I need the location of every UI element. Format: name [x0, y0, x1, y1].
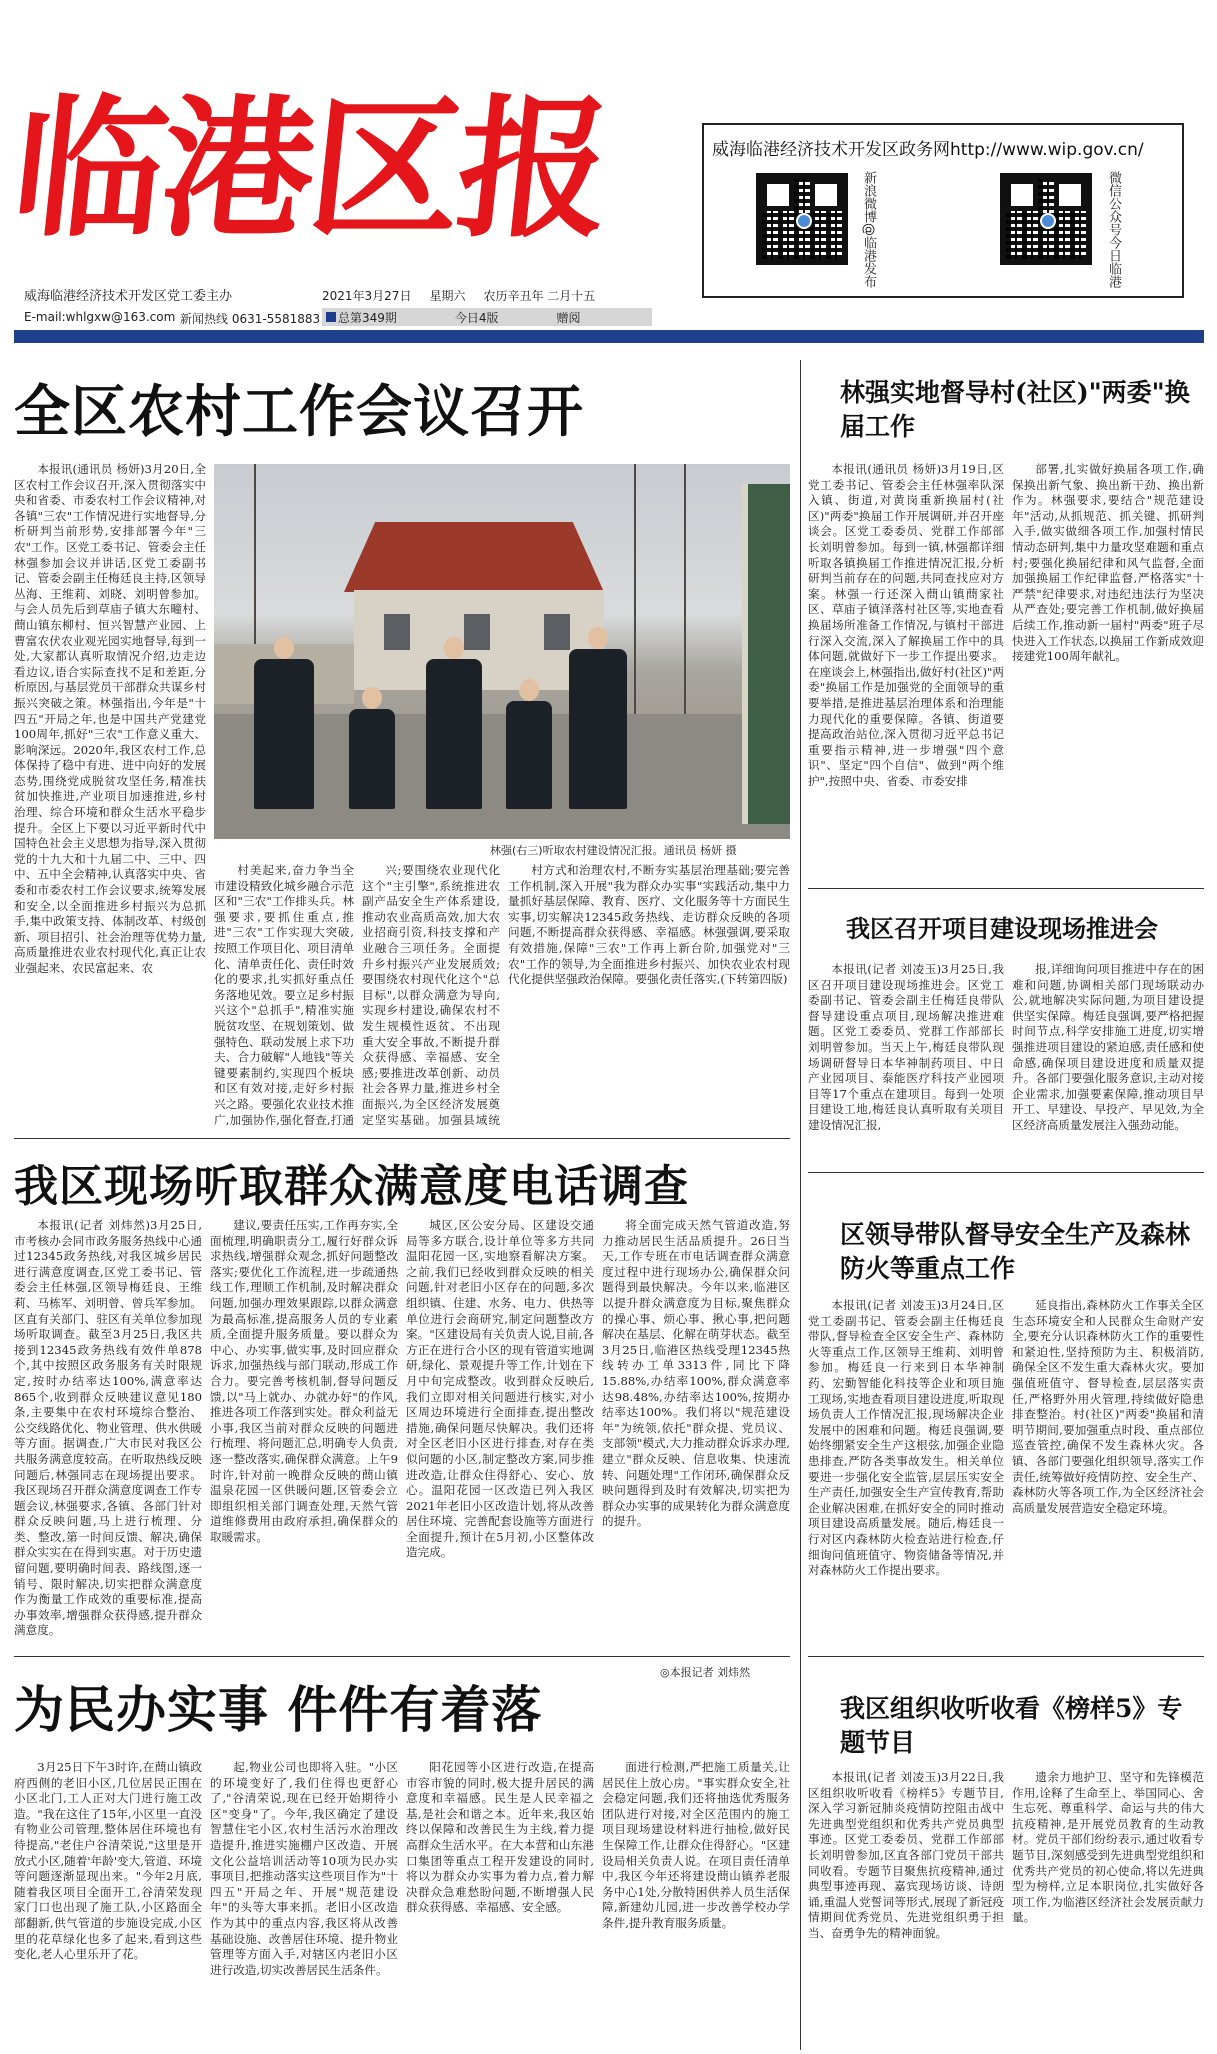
article1-photo	[214, 464, 790, 839]
square-bullet-icon	[326, 312, 336, 322]
issue-info-bar	[322, 308, 652, 326]
website-box	[702, 123, 1184, 298]
article4-headline[interactable]: 我区现场听取群众满意度电话调查	[14, 1161, 689, 1212]
wechat-qr-code-icon[interactable]	[1000, 173, 1092, 265]
photo-window	[384, 614, 410, 650]
issue-weekday: 星期六	[429, 289, 466, 303]
section-divider	[14, 1656, 790, 1657]
article6-col4: 面进行检测,严把施工质量关,让居民住上放心房。"事实群众安全,社会稳定问题,我们还将抽选优秀服务团队进行对接,对全区范围内的施工项目现场建设材料进行抽检,做好民生保障工作,让群众住得舒心。"区建设局相关负责人说。在项目责任清单中,我区今年还将建设蔄山镇养老服务中心1处,分散特困供养人员生活保障,新建幼儿园,进一步改善学校办学条件,提升教育服务质量。	[602, 1760, 790, 1930]
article6-headline[interactable]: 为民办实事 件件有着落	[14, 1680, 543, 1739]
website-url[interactable]: 威海临港经济技术开发区政务网http://www.wip.gov.cn/	[712, 140, 1144, 160]
photo-window	[544, 614, 570, 650]
article4-col3: 城区,区公安分局、区建设交通局等多方联合,设计单位等多方共同温阳花园一区,实地察看解决方案。之前,我们已经收到群众反映的相关问题,针对老旧小区存在的问题,多次组织镇、住建、水务、电力、供热等单位进行会商研究,制定问题整改方案。"区建设局有关负责人说,目前,各方正在进行合小区的现有管道实地调研,绿化、景观提升等工作,计划在下月中旬完成整改。收到群众反映后,我们立即对相关问题进行核实,对小区周边环境进行全面排查,提出整改措施,确保问题尽快解决。我们还将对全区老旧小区进行排查,对存在类似问题的小区,制定整改方案,同步推进改造,让群众住得舒心、安心、放心。温阳花园一区改造已列入我区2021年老旧小区改造计划,将从改善居住环境、完善配套设施等方面进行全面提升,预计在5月初,小区整体改造完成。	[406, 1218, 594, 1560]
tree-trunk	[684, 464, 686, 724]
weibo-qr-code-icon[interactable]	[756, 173, 848, 265]
masthead-title: 临港区报	[4, 81, 616, 258]
issue-lunar-date: 农历辛丑年 二月十五	[483, 289, 596, 303]
photo-person	[426, 637, 482, 809]
section-divider	[14, 1138, 790, 1139]
article1-headline[interactable]: 全区农村工作会议召开	[14, 379, 584, 445]
article3-col2: 报,详细询问项目推进中存在的困难和问题,协调相关部门现场联动办公,就地解决实际问题,为项目建设提供坚实保障。梅廷良强调,要严格把握时间节点,科学安排施工进度,切实增强推进项目建设的紧迫感,责任感和使命感,确保项目建设进度和质量双提升。各部门要强化服务意识,主动对接企业需求,加强要素保障,推动项目早开工、早建设、早投产、早见效,为全区经济高质量发展注入强劲动能。	[1012, 962, 1204, 1132]
article5-col1: 本报讯(记者 刘凌玉)3月24日,区党工委副书记、管委会副主任梅廷良带队,督导检查全区安全生产、森林防火等重点工作,区领导王维莉、刘明曾参加。梅廷良一行来到日本华神制药、宏勤智能化科技等企业和项目施工现场,实地查看项目建设进度,听取现场负责人工作情况汇报,现场解决企业发展中的困难和问题。梅廷良强调,要始终绷紧安全生产这根弦,加强企业隐患排查,严防各类事故发生。相关单位要进一步强化安全监管,层层压实安全生产责任,加强安全生产宣传教育,帮助企业解决困难,在抓好安全的同时推动项目建设高质量发展。随后,梅廷良一行对区内森林防火检查站进行检查,仔细询问值班值守、物资储备等情况,并对森林防火工作提出要求。	[808, 1298, 1004, 1578]
section-divider	[808, 1656, 1204, 1657]
article6-col1: 3月25日下午3时许,在蔄山镇政府西侧的老旧小区,几位居民正围在小区北门,工人正对大门进行施工改造。"我在这住了15年,小区里一直没有物业公司管理,整体居住环境也有待提高,"老住户谷清荣说,"这里是开放式小区,随着'年龄'变大,管道、环境等问题逐渐显现出来。"今年2月底,随着我区项目全面开工,谷清荣发现家门口也出现了施工队,小区路面全部翻新,供气管道的步施设完成,小区里的花草绿化也多了起来,看到这些变化,老人心里乐开了花。	[14, 1760, 202, 1962]
qr-logo-icon	[796, 213, 812, 229]
article1-col3: 兴;要围绕农业现代化这个"主引擎",系统推进农副产品安全生产体系建设,推动农业高质高效,加大农业招商引资,科技支撑和产业融合三项任务。全面提升乡村振兴产业发展质效;要围绕农村现代化这个"总目标",以群众满意为导向,实现乡村建设,确保农村不发生规模性返贫、不出现重大安全事故,不断提升群众获得感、幸福感、安全感;要推进改革创新、动员社会各界力量,推进乡村全面振兴,为全区经济发展奠定坚实基础。加强县域统	[362, 863, 500, 1127]
article1-col1: 本报讯(通讯员 杨妍)3月20日,全区农村工作会议召开,深入贯彻落实中央和省委、市委农村工作会议精神,对各镇"三农"工作情况进行实地督导,分析研判当前形势,安排部署今年"三农"工作。区党工委书记、管委会主任林强参加会议并讲话,区党工委副书记、管委会副主任梅廷良主持,区领导丛海、王维莉、刘晓、刘明曾参加。与会人员先后到草庙子镇大东疃村、蔄山镇东柳村、恒兴智慧产业园、上曹富农伏农业观光园实地督导,每到一处,大家都认真听取情况介绍,边走边看边议,语合实际查找不足和差距,分析原因,与基层党员干部群众共谋乡村振兴突破之策。林强指出,今年是"十四五"开局之年,也是中国共产党建党100周年,抓好"三农"工作意义重大、影响深远。2020年,我区农村工作,总体保持了稳中有进、进中向好的发展态势,围绕党成脱贫攻坚任务,精准扶贫加快推进,产业项目加速推进,乡村治理、综合环境和群众生活水平稳步提升。全区上下要以习近平新时代中国特色社会主义思想为指导,深入贯彻党的十九大和十九届二中、三中、四中、五中全会精神,认真落实中央、省委和市委农村工作会议要求,统筹发展和安全,以全面推进乡村振兴为总抓手,集中政策支持、体制改革、村级创新、项目招引、社会治理等优势力量,高质量推进农业农村现代化,真正让农业强起来、农民富起来、农	[14, 462, 206, 975]
article7-col2: 遗余力地护卫、坚守和先锋模范作用,诠释了生命至上、举国同心、舍生忘死、尊重科学、命运与共的伟大抗疫精神,是开展党员教育的生动教材。党员干部们纷纷表示,通过收看专题节目,深刻感受到先进典型党组织和优秀共产党员的初心使命,将以先进典型为榜样,立足本职岗位,扎实做好各项工作,为临港区经济社会发展贡献力量。	[1012, 1770, 1204, 1925]
masthead-subtitle: 威海临港经济技术开发区党工委主办	[24, 289, 233, 304]
article7-headline[interactable]: 我区组织收听收看《榜样5》专题节目	[840, 1694, 1183, 1757]
masthead-email: E-mail:whlgxw@163.com	[24, 310, 176, 324]
photo-person	[569, 627, 627, 809]
article1-col2: 村美起来,奋力争当全市建设精致化城乡融合示范区和"三农"工作排头兵。林强要求,要抓住重点,推进"三农"工作实现大突破,按照工作项目化、项目清单化、清单责任化、责任时效化的要求,扎实抓好重点任务落地见效。要立足乡村振兴这个"总抓手",精准实施脱贫攻坚、在规划策划、做强特色、联动发展上求下功夫、合力破解"人地钱"等关键要素制约,实现四个板块和区有效对接,走好乡村振兴之路。要强化农业技术推广,加强协作,强化督查,打通	[214, 863, 354, 1127]
article6-col2: 起,物业公司也即将入驻。"小区的环境变好了,我们住得也更舒心了,"谷清荣说,现在已经开始期待小区"变身"了。今年,我区确定了建设智慧住宅小区,农村生活污水治理改造提升,推进实施棚户区改造、开展文化公益培训活动等10项为民办实事项目,把推动落实这些项目作为"十四五"开局之年、开展"规范建设年"的头等大事来抓。老旧小区改造作为其中的重点内容,我区将从改善基础设施、改善居住环境、提升物业管理等方面入手,对辖区内老旧小区进行改造,切实改善居民生活条件。	[210, 1760, 398, 1977]
article2-headline[interactable]: 林强实地督导村(社区)"两委"换届工作	[840, 378, 1190, 441]
photo-person	[506, 679, 552, 809]
section-divider	[808, 888, 1204, 889]
article3-headline[interactable]: 我区召开项目建设现场推进会	[846, 914, 1158, 943]
section-divider	[808, 1172, 1204, 1173]
photo-person	[254, 637, 314, 809]
article5-headline[interactable]: 区领导带队督导安全生产及森林防火等重点工作	[840, 1220, 1191, 1283]
article6-col3: 阳花园等小区进行改造,在提高市容市貌的同时,极大提升居民的满意度和幸福感。民生是人民幸福之基,是社会和谐之本。近年来,我区始终以保障和改善民生为主线,着力提高群众生活水平。在大本营和山东港口集团等重点工程开发建设的同时,将以为群众办实事为着力点,着力解决群众急难愁盼问题,不断增强人民群众获得感、幸福感、安全感。	[406, 1760, 594, 1915]
column-divider	[800, 360, 801, 2050]
photo-house-roof	[344, 522, 604, 592]
wechat-qr-label: 微信公众号今日临港	[1106, 171, 1121, 288]
article7-col1: 本报讯(记者 刘凌玉)3月22日,我区组织收听收看《榜样5》专题节目,深入学习新冠肺炎疫情防控阻击战中先进典型党组织和优秀共产党员典型事迹。区党工委委员、党群工作部部长刘明曾参加,区直各部门党员干部共同收看。专题节目聚焦抗疫精神,通过典型事迹再现、嘉宾现场访谈、诗朗诵,重温人党誓词等形式,展现了新冠疫情期间优秀党员、先进党组织勇于担当、奋勇争先的精神面貌。	[808, 1770, 1004, 1940]
article4-col4: 将全面完成天然气管道改造,努力推动居民生活品质提升。26日当天,工作专班在市电话调查群众满意度过程中进行现场办公,确保群众问题得到最快解决。今年以来,临港区以提升群众满意度为目标,聚焦群众的操心事、烦心事、揪心事,把问题解决在基层、化解在萌芽状态。截至3月25日,临港区热线受理12345热线转办工单3313件,同比下降15.88%,办结率100%,群众满意率达98.48%,办结率达100%,按期办结率达100%。我们将以"规范建设年"为统领,依托"群众提、党员议、支部领"模式,大力推动群众诉求办理,建立"群众反映、信息收集、快速流转、问题处理"工作闭环,确保群众反映问题得到及时有效解决,切实把为群众办实事的成果转化为群众满意度的提升。	[602, 1218, 790, 1529]
issue-number	[326, 309, 397, 326]
article5-col2: 延良指出,森林防火工作事关全区生态环境安全和人民群众生命财产安全,要充分认识森林防火工作的重要性和紧迫性,坚持预防为主、积极消防,确保全区不发生重大森林火灾。要加强值班值守、督导检查,层层落实责任,严格野外用火管理,持续做好隐患排查整治。村(社区)"两委"换届和清明节期间,要加强重点时段、重点部位巡查管控,确保不发生森林火灾。各镇、各部门要强化组织领导,落实工作责任,统筹做好疫情防控、安全生产、森林防火等各项工作,为全区经济社会高质量发展营造安全稳定环境。	[1012, 1298, 1204, 1515]
qr-logo-icon	[1040, 213, 1056, 229]
article4-col2: 建议,要责任压实,工作再夯实,全面梳理,明确职责分工,履行好群众诉求热线,增强群众观念,抓好问题整改落实;要优化工作流程,进一步疏通热线工作,理顺工作机制,及时解决群众问题,加强办理效果跟踪,以群众满意为最高标准,提高服务人员的专业素质,全面提升服务质量。要以群众为中心、办实事,做实事,及时回应群众诉求,加强热线与部门联动,形成工作合力。要完善考核机制,督导问题反馈,以"马上就办、办就办好"的作风,推进各项工作落到实处。群众利益无小事,我区当前对群众反映的问题进行梳理、将问题汇总,明确专人负责,逐一整改落实,确保群众满意。上午9时许,针对前一晚群众反映的蔄山镇温泉花园一区供暖问题,区管委会立即组织相关部门调查处理,天然气管道维修费用由政府承担,确保群众的取暖需求。	[210, 1218, 398, 1544]
article4-col1: 本报讯(记者 刘炜然)3月25日,市考核办会同市政务服务热线中心通过12345政务热线,对我区城乡居民进行满意度调查,区党工委书记、管委会主任林强,区领导梅廷良、王维莉、马栋军、刘明曾、曾兵军参加。区直有关部门、驻区有关单位参加现场听取调查。截至3月25日,我区共接到12345政务热线有效件单878个,其中按照区政务服务有关时限规定,按时办结率达100%,满意率达865个,收到群众反映建议意见180条,主要集中在农村环境综合整治、公交线路优化、物业管理、供水供暖等方面。据调查,广大市民对我区公共服务满意度较高。在听取热线反映问题后,林强同志在现场提出要求。我区现场召开群众满意度调查工作专题会议,林强要求,各镇、各部门针对群众反映问题,马上进行梳理、分类、整改,第一时间反馈、解决,确保群众实实在在得到实惠。对于历史遗留问题,要明确时间表、路线图,逐一销号、限时解决,切实把群众满意度作为衡量工作成效的重要标准,提高办事效率,增强群众获得感,提升群众满意度。	[14, 1218, 202, 1638]
article1-col4: 村方式和治理农村,不断夯实基层治理基础;要完善工作机制,深入开展"我为群众办实事"实践活动,集中力量抓好基层保障、教育、医疗、文化服务等十方面民生实事,切实解决12345政务热线、走访群众反映的各项问题,不断提高群众获得感、幸福感。林强强调,要采取有效措施,保障"三农"工作再上新台阶,加强党对"三农"工作的领导,为全面推进乡村振兴、加快农业农村现代化提供坚强政治保障。要强化责任落实,(下转第四版)	[508, 863, 790, 987]
photo-person	[349, 687, 395, 809]
issue-number-text: 总第349期	[338, 310, 397, 325]
article2-col2: 部署,扎实做好换届各项工作,确保换出新气象、换出新干劲、换出新作为。林强要求,要结合"规范建设年"活动,从抓规范、抓关键、抓研判入手,做实做细各项工作,加强村情民情动态研判,集中力量攻坚难题和重点村;要强化换届纪律和风气监督,全面加强换届工作纪律监督,严格落实"十严禁"纪律要求,对违纪违法行为坚决从严查处;要完善工作机制,做好换届后续工作,推动新一届村"两委"班子尽快进入工作状态,以换届工作新成效迎接建党100周年献礼。	[1012, 462, 1204, 664]
issue-date: 2021年3月27日	[322, 289, 412, 303]
weibo-qr-label: 新浪微博@临港发布	[861, 171, 876, 288]
dateline	[322, 287, 595, 304]
distribution-note: 赠阅	[556, 310, 581, 325]
article2-col1: 本报讯(通讯员 杨妍)3月19日,区党工委书记、管委会主任林强率队深入镇、街道,对黄岗重新换届村(社区)"两委"换届工作开展调研,并召开座谈会。区党工委委员、党群工作部部长刘明曾参加。每到一镇,林强都详细听取各镇换届工作推进情况汇报,分析研判当前存在的问题,共同查找应对方案。林强一行还深入蔄山镇蔄家社区、草庙子镇泽落村社区等,实地查看换届场所准备工作情况,与镇村干部进行深入交流,深入了解换届工作中的具体问题,就做好下一步工作提出要求。在座谈会上,林强指出,做好村(社区)"两委"换届工作是加强党的全面领导的重要举措,是推进基层治理体系和治理能力现代化的重要保障。各镇、街道要提高政治站位,深入贯彻习近平总书记重要指示精神,进一步增强"四个意识"、坚定"四个自信"、做到"两个维护",按照中央、省委、市委安排	[808, 462, 1004, 788]
article3-col1: 本报讯(记者 刘凌玉)3月25日,我区召开项目建设现场推进会。区党工委副书记、管委会副主任梅廷良带队督导建设重点项目,现场解决推进难题。区党工委委员、党群工作部部长刘明曾参加。当天上午,梅廷良带队现场调研督导日本华神制药项目、中日产业园项目、泰能医疗科技产业园项目等17个重点在建项目。每到一处项目建设工地,梅廷良认真听取有关项目建设情况汇报,	[808, 962, 1004, 1132]
photo-display-board	[742, 484, 790, 824]
tree-trunk	[634, 464, 636, 724]
masthead-divider	[14, 330, 1204, 343]
article1-photo-caption: 林强(右三)听取农村建设情况汇报。通讯员 杨妍 摄	[490, 844, 737, 857]
page-count: 今日4版	[454, 310, 499, 325]
article6-byline: ◎本报记者 刘炜然	[660, 1666, 751, 1679]
masthead-hotline: 新闻热线 0631-5581883	[180, 312, 321, 326]
